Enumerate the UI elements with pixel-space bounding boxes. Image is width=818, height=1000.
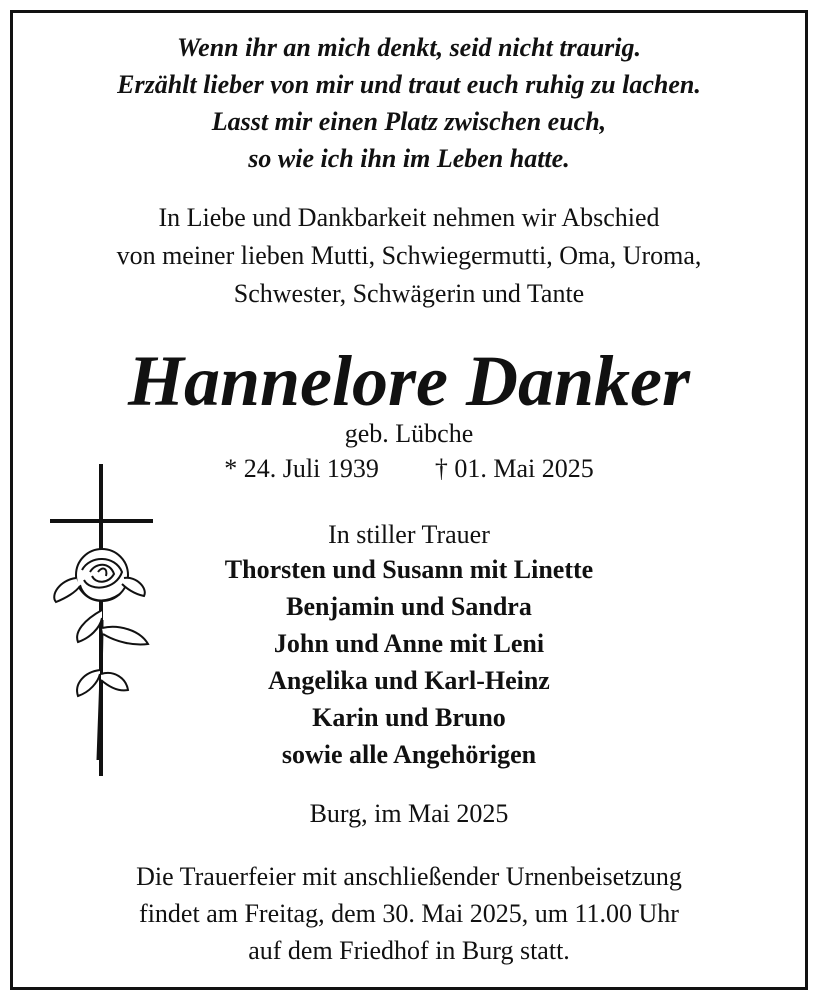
- deceased-name: Hannelore Danker: [127, 341, 691, 421]
- mourning-intro: In stiller Trauer: [328, 520, 490, 549]
- place-date: Burg, im Mai 2025: [309, 799, 509, 828]
- intro-line: Schwester, Schwägerin und Tante: [233, 279, 585, 308]
- service-line: Die Trauerfeier mit anschließender Urnenbeisetzung: [136, 862, 682, 891]
- death-date: † 01. Mai 2025: [434, 454, 594, 483]
- mourner-line: Angelika und Karl-Heinz: [268, 666, 550, 695]
- mourner-line: sowie alle Angehörigen: [281, 740, 537, 769]
- birth-name: geb. Lübche: [344, 419, 474, 448]
- poem-line: Erzählt lieber von mir und traut euch ruhig zu lachen.: [117, 70, 701, 99]
- birth-date: * 24. Juli 1939: [224, 454, 379, 483]
- poem-line: Wenn ihr an mich denkt, seid nicht traurig.: [176, 33, 641, 62]
- poem-line: Lasst mir einen Platz zwischen euch,: [211, 107, 607, 136]
- service-line: auf dem Friedhof in Burg statt.: [248, 936, 570, 965]
- poem-line: so wie ich ihn im Leben hatte.: [248, 144, 570, 173]
- mourner-line: John und Anne mit Leni: [273, 629, 545, 658]
- mourner-line: Karin und Bruno: [312, 703, 506, 732]
- intro-line: von meiner lieben Mutti, Schwiegermutti, Oma, Uroma,: [116, 241, 702, 270]
- intro-line: In Liebe und Dankbarkeit nehmen wir Abschied: [158, 203, 660, 232]
- service-line: findet am Freitag, dem 30. Mai 2025, um 11.00 Uhr: [139, 899, 679, 928]
- mourner-line: Benjamin und Sandra: [286, 592, 532, 621]
- mourner-line: Thorsten und Susann mit Linette: [224, 555, 594, 584]
